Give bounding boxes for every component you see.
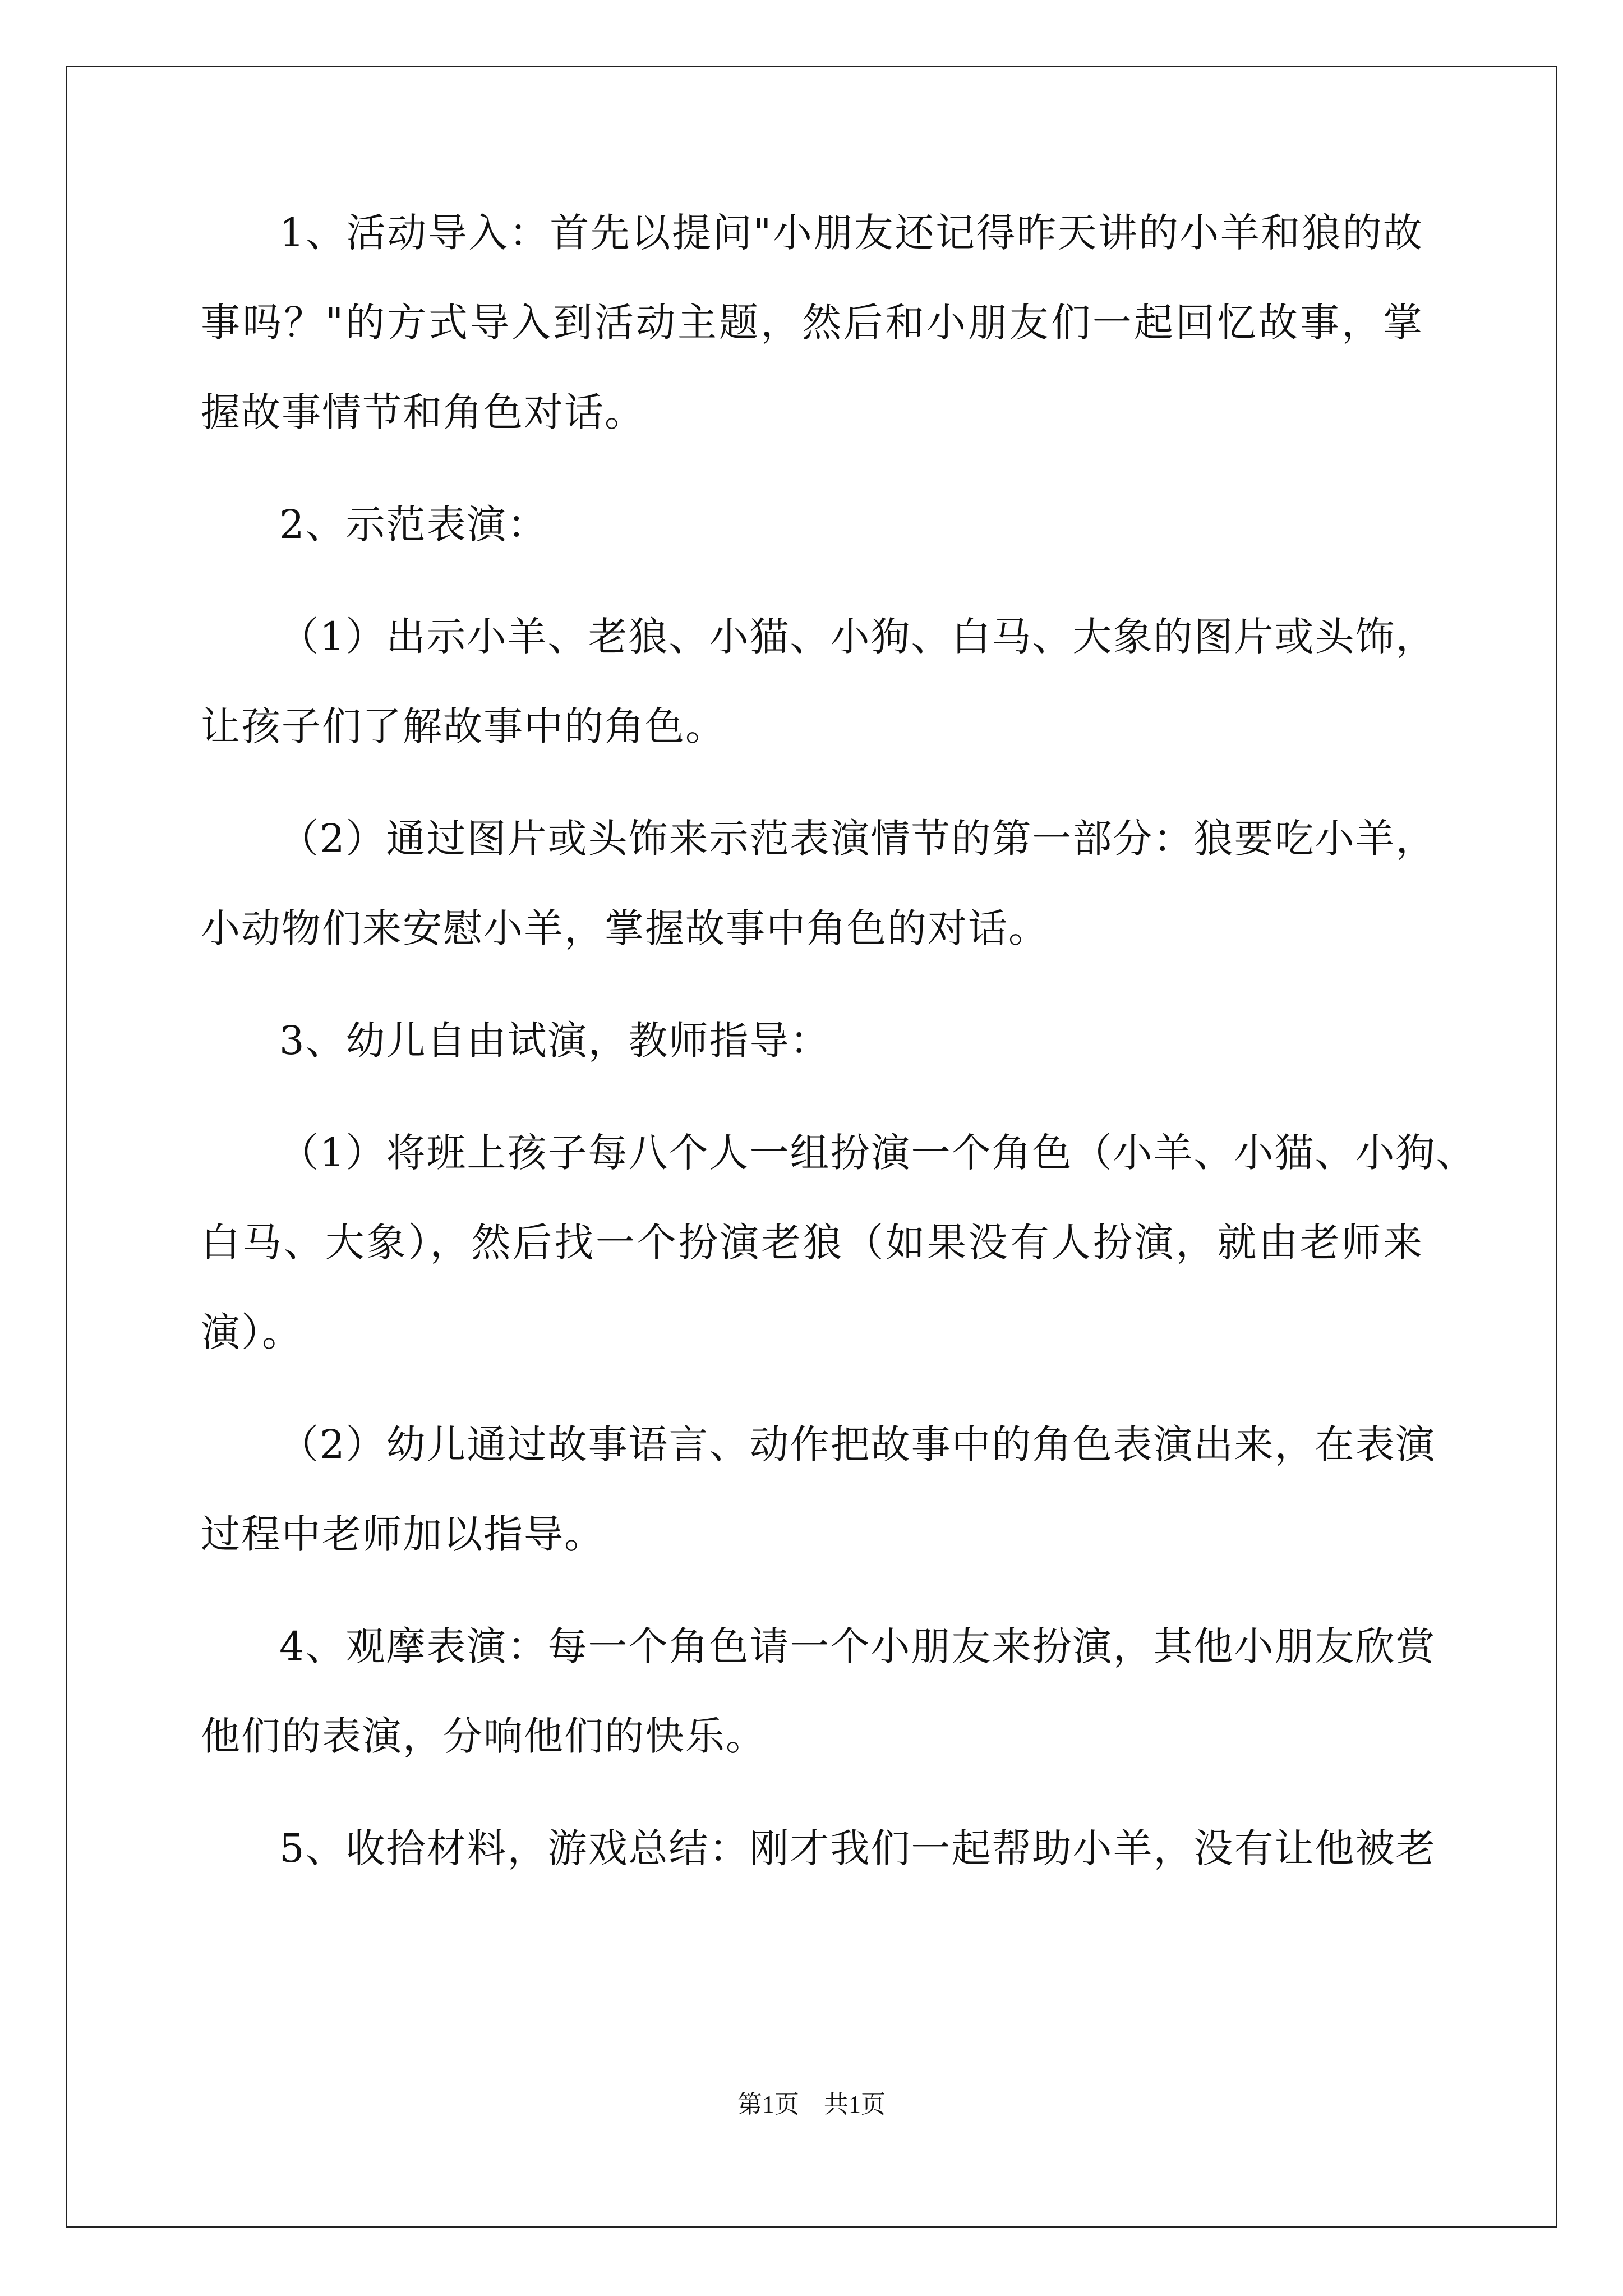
text-line: 小动物们来安慰小羊，掌握故事中角色的对话。 — [201, 905, 1049, 951]
text-line: 过程中老师加以指导。 — [201, 1511, 605, 1557]
text-line: 让孩子们了解故事中的角色。 — [201, 703, 726, 749]
text-line: （1）出示小羊、老狼、小猫、小狗、白马、大象的图片或头饰， — [279, 614, 1436, 660]
text-line: 5、收拾材料，游戏总结：刚才我们一起帮助小羊，没有让他被老 — [279, 1825, 1436, 1871]
text-line: （2）幼儿通过故事语言、动作把故事中的角色表演出来，在表演 — [279, 1421, 1436, 1467]
text-line: 他们的表演，分响他们的快乐。 — [201, 1713, 766, 1759]
section-heading: 2、示范表演： — [279, 501, 548, 547]
text-line: 4、观摩表演：每一个角色请一个小朋友来扮演，其他小朋友欣赏 — [279, 1623, 1436, 1669]
text-line: （1）将班上孩子每八个人一组扮演一个角色（小羊、小猫、小狗、 — [279, 1130, 1477, 1176]
page-total: 共1页 — [824, 2091, 886, 2118]
text-line: 事吗？"的方式导入到活动主题，然后和小朋友们一起回忆故事，掌 — [201, 300, 1423, 346]
page-number: 第1页 — [737, 2091, 799, 2118]
page-footer — [0, 2088, 1623, 2122]
text-line: 握故事情节和角色对话。 — [201, 389, 645, 435]
text-line: 白马、大象），然后找一个扮演老狼（如果没有人扮演，就由老师来 — [201, 1220, 1423, 1266]
section-heading: 3、幼儿自由试演，教师指导： — [279, 1018, 831, 1064]
text-line: 演）。 — [201, 1309, 302, 1355]
text-line: （2）通过图片或头饰来示范表演情节的第一部分：狼要吃小羊， — [279, 816, 1436, 862]
text-line: 1、活动导入：首先以提问"小朋友还记得昨天讲的小羊和狼的故 — [279, 210, 1423, 256]
